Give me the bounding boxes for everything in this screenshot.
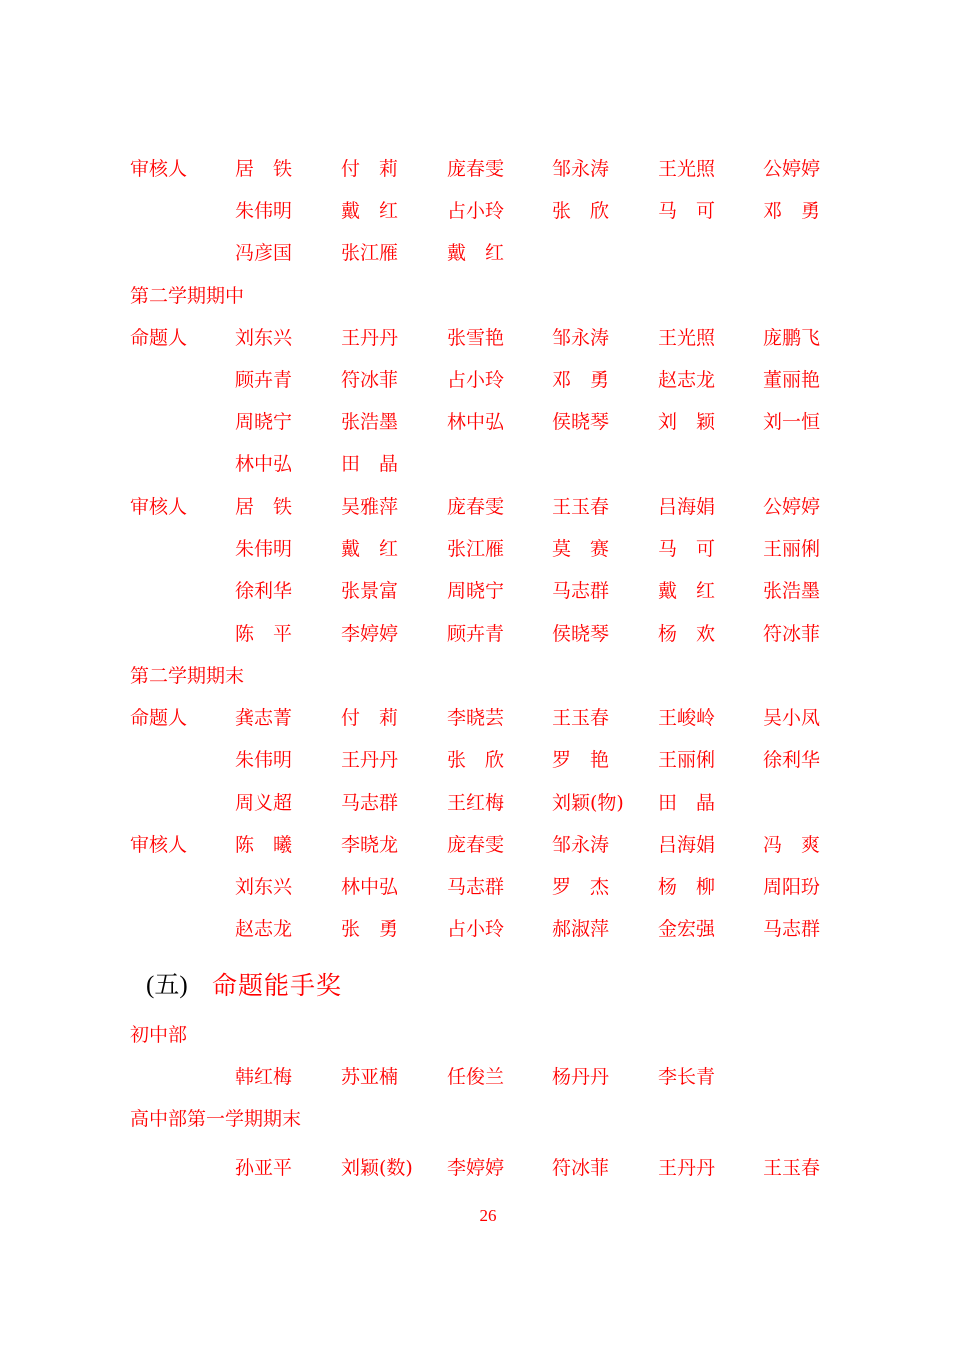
- name: 戴 红: [447, 242, 505, 264]
- name: 王玉春: [552, 707, 610, 729]
- name: 李长青: [658, 1066, 716, 1088]
- setters-label: 命题人: [130, 707, 188, 729]
- sem2-mid-setters-row: [0, 444, 960, 484]
- sem2-mid-reviewers-row: [0, 614, 960, 654]
- name: 刘颖(物): [552, 792, 624, 814]
- name: 董丽艳: [763, 369, 821, 391]
- sem2-mid-reviewers-row: [0, 487, 960, 527]
- name: 戴 红: [341, 538, 399, 560]
- sem1-end-reviewers-row: [0, 149, 960, 189]
- name: 周晓宁: [235, 411, 293, 433]
- name: 顾卉青: [447, 623, 505, 645]
- name: 戴 红: [658, 580, 716, 602]
- name: 庞春雯: [447, 158, 505, 180]
- name: 马志群: [341, 792, 399, 814]
- name: 朱伟明: [235, 200, 293, 222]
- name: 王玉春: [552, 496, 610, 518]
- name: 侯晓琴: [552, 623, 610, 645]
- name: 杨丹丹: [552, 1066, 610, 1088]
- name: 任俊兰: [447, 1066, 505, 1088]
- name: 公婷婷: [763, 158, 821, 180]
- name: 邹永涛: [552, 834, 610, 856]
- name: 张浩墨: [763, 580, 821, 602]
- name: 周阳玢: [763, 876, 821, 898]
- name: 冯彦国: [235, 242, 293, 264]
- name: 邓 勇: [552, 369, 610, 391]
- name: 周晓宁: [447, 580, 505, 602]
- name: 刘东兴: [235, 876, 293, 898]
- name: 张 勇: [341, 918, 399, 940]
- name: 庞鹏飞: [763, 327, 821, 349]
- name: 马志群: [447, 876, 505, 898]
- reviewers-label: 审核人: [130, 834, 188, 856]
- name: 陈 平: [235, 623, 293, 645]
- name: 马 可: [658, 200, 716, 222]
- name: 杨 欢: [658, 623, 716, 645]
- name: 庞春雯: [447, 496, 505, 518]
- name: 邓 勇: [763, 200, 821, 222]
- name: 占小玲: [447, 200, 505, 222]
- name: 莫 赛: [552, 538, 610, 560]
- name: 戴 红: [341, 200, 399, 222]
- name: 公婷婷: [763, 496, 821, 518]
- name: 朱伟明: [235, 749, 293, 771]
- name: 李婷婷: [447, 1157, 505, 1179]
- sem2-end-title: 第二学期期末: [130, 665, 245, 687]
- sem2-end-setters-row: [0, 740, 960, 780]
- name: 付 莉: [341, 707, 399, 729]
- name: 王丹丹: [658, 1157, 716, 1179]
- name: 吕海娟: [658, 834, 716, 856]
- reviewers-label: 审核人: [130, 496, 188, 518]
- name: 居 铁: [235, 158, 293, 180]
- name: 王丽俐: [763, 538, 821, 560]
- name: 邹永涛: [552, 158, 610, 180]
- name: 韩红梅: [235, 1066, 293, 1088]
- name: 占小玲: [447, 369, 505, 391]
- name: 郝淑萍: [552, 918, 610, 940]
- name: 田 晶: [341, 453, 399, 475]
- name: 徐利华: [763, 749, 821, 771]
- sem2-mid-setters-row: [0, 360, 960, 400]
- name: 赵志龙: [235, 918, 293, 940]
- name: 张江雁: [341, 242, 399, 264]
- name: 居 铁: [235, 496, 293, 518]
- sem2-mid-reviewers-row: [0, 529, 960, 569]
- name: 刘 颖: [658, 411, 716, 433]
- name: 吴雅萍: [341, 496, 399, 518]
- name: 徐利华: [235, 580, 293, 602]
- sem2-end-reviewers-row: [0, 867, 960, 907]
- name: 庞春雯: [447, 834, 505, 856]
- sem2-end-setters-row: [0, 783, 960, 823]
- name: 张 欣: [552, 200, 610, 222]
- page-number: 26: [479, 1206, 497, 1225]
- name: 符冰菲: [341, 369, 399, 391]
- name: 龚志菁: [235, 707, 293, 729]
- sem2-mid-title: 第二学期期中: [130, 285, 245, 307]
- name: 付 莉: [341, 158, 399, 180]
- name: 顾卉青: [235, 369, 293, 391]
- name: 林中弘: [235, 453, 293, 475]
- name: 刘东兴: [235, 327, 293, 349]
- junior-title: 初中部: [130, 1024, 188, 1046]
- name: 林中弘: [341, 876, 399, 898]
- sem2-end-reviewers-row: [0, 825, 960, 865]
- setters-label: 命题人: [130, 327, 188, 349]
- name: 邹永涛: [552, 327, 610, 349]
- name: 张景富: [341, 580, 399, 602]
- name: 罗 杰: [552, 876, 610, 898]
- name: 符冰菲: [763, 623, 821, 645]
- senior-award-row: [0, 1148, 960, 1188]
- reviewers-label: 审核人: [130, 158, 188, 180]
- junior-award-row: [0, 1057, 960, 1097]
- name: 王光照: [658, 327, 716, 349]
- name: 林中弘: [447, 411, 505, 433]
- name: 赵志龙: [658, 369, 716, 391]
- name: 马志群: [763, 918, 821, 940]
- sem1-end-reviewers-row: [0, 191, 960, 231]
- name: 李婷婷: [341, 623, 399, 645]
- name: 马志群: [552, 580, 610, 602]
- name: 苏亚楠: [341, 1066, 399, 1088]
- sem2-end-reviewers-row: [0, 909, 960, 949]
- name: 冯 爽: [763, 834, 821, 856]
- sem2-mid-reviewers-row: [0, 571, 960, 611]
- name: 周义超: [235, 792, 293, 814]
- name: 王红梅: [447, 792, 505, 814]
- sem2-end-setters-row: [0, 698, 960, 738]
- name: 李晓龙: [341, 834, 399, 856]
- name: 侯晓琴: [552, 411, 610, 433]
- name: 罗 艳: [552, 749, 610, 771]
- sem1-end-reviewers-row: [0, 233, 960, 273]
- name: 陈 曦: [235, 834, 293, 856]
- name: 刘颖(数): [341, 1157, 413, 1179]
- name: 李晓芸: [447, 707, 505, 729]
- name: 王丽俐: [658, 749, 716, 771]
- section-heading: 命题能手奖: [212, 971, 343, 1000]
- name: 金宏强: [658, 918, 716, 940]
- name: 占小玲: [447, 918, 505, 940]
- name: 王丹丹: [341, 749, 399, 771]
- name: 田 晶: [658, 792, 716, 814]
- sem2-mid-setters-row: [0, 318, 960, 358]
- name: 张 欣: [447, 749, 505, 771]
- name: 张雪艳: [447, 327, 505, 349]
- name: 马 可: [658, 538, 716, 560]
- name: 朱伟明: [235, 538, 293, 560]
- name: 刘一恒: [763, 411, 821, 433]
- name: 符冰菲: [552, 1157, 610, 1179]
- name: 吴小凤: [763, 707, 821, 729]
- name: 王峻岭: [658, 707, 716, 729]
- senior-title: 高中部第一学期期末: [130, 1108, 302, 1130]
- name: 张浩墨: [341, 411, 399, 433]
- name: 王玉春: [763, 1157, 821, 1179]
- name: 杨 柳: [658, 876, 716, 898]
- name: 孙亚平: [235, 1157, 293, 1179]
- name: 王光照: [658, 158, 716, 180]
- sem2-mid-setters-row: [0, 402, 960, 442]
- name: 张江雁: [447, 538, 505, 560]
- section-number: (五): [146, 972, 188, 999]
- name: 吕海娟: [658, 496, 716, 518]
- name: 王丹丹: [341, 327, 399, 349]
